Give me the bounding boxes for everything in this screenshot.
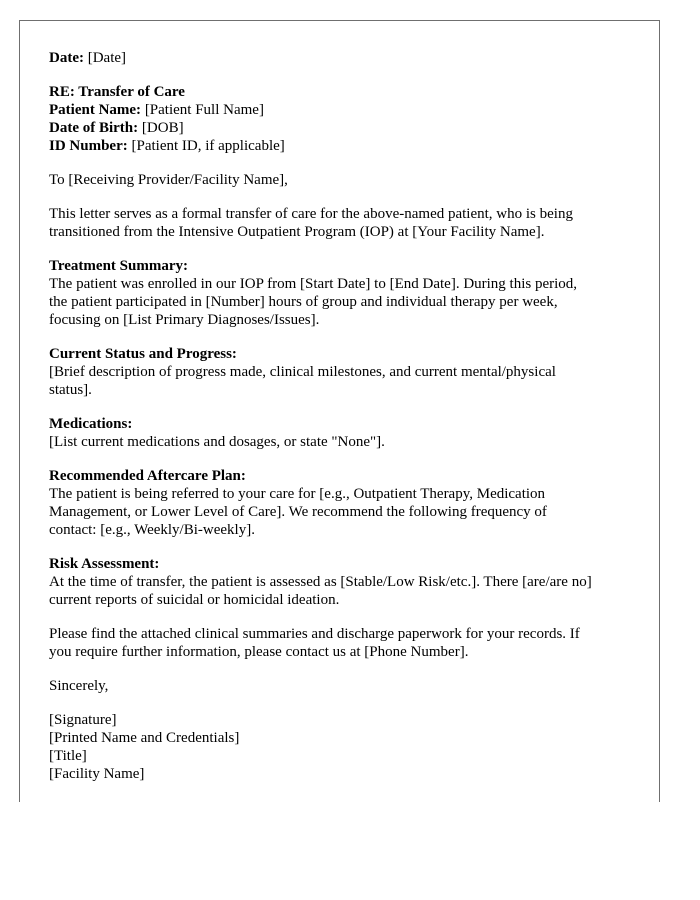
dob-label: Date of Birth: xyxy=(49,120,139,136)
section-line: At the time of transfer, the patient is assessed as [Stable/Low Risk/etc.]. There [are/are no] xyxy=(49,574,592,590)
facility-name-line: [Facility Name] xyxy=(49,766,145,782)
salutation xyxy=(49,171,639,189)
section-line: the patient participated in [Number] hours of group and individual therapy per week, xyxy=(49,294,558,310)
date-label: Date: xyxy=(49,50,84,66)
section-heading: Risk Assessment: xyxy=(49,556,160,572)
section-risk-assessment xyxy=(49,555,639,609)
date-line xyxy=(49,49,639,67)
section-line: [Brief description of progress made, clinical milestones, and current mental/physical xyxy=(49,364,556,380)
signoff-text: Sincerely, xyxy=(49,678,109,694)
patient-name-value: [Patient Full Name] xyxy=(144,102,264,118)
signature-line: [Signature] xyxy=(49,712,117,728)
section-line: current reports of suicidal or homicidal ideation. xyxy=(49,592,340,608)
section-heading: Medications: xyxy=(49,416,133,432)
signature-block xyxy=(49,711,639,783)
dob-line xyxy=(49,119,639,137)
section-line: status]. xyxy=(49,382,92,398)
section-aftercare-plan xyxy=(49,467,639,539)
id-line xyxy=(49,137,639,155)
closing-paragraph xyxy=(49,625,639,661)
letter-content xyxy=(49,49,639,799)
signoff xyxy=(49,677,639,695)
section-line: [List current medications and dosages, or state "None"]. xyxy=(49,434,385,450)
closing-line: you require further information, please contact us at [Phone Number]. xyxy=(49,644,469,660)
section-line: The patient was enrolled in our IOP from [Start Date] to [End Date]. During this period, xyxy=(49,276,578,292)
section-heading: Treatment Summary: xyxy=(49,258,188,274)
section-current-status xyxy=(49,345,639,399)
patient-name-line xyxy=(49,101,639,119)
printed-name-line: [Printed Name and Credentials] xyxy=(49,730,240,746)
intro-line: transitioned from the Intensive Outpatient Program (IOP) at [Your Facility Name]. xyxy=(49,224,545,240)
date-block xyxy=(49,49,639,67)
section-medications xyxy=(49,415,639,451)
patient-info-block xyxy=(49,83,639,155)
date-value: [Date] xyxy=(87,50,127,66)
section-treatment-summary xyxy=(49,257,639,329)
id-label: ID Number: xyxy=(49,138,128,154)
section-line: focusing on [List Primary Diagnoses/Issues]. xyxy=(49,312,320,328)
id-value: [Patient ID, if applicable] xyxy=(131,138,285,154)
closing-line: Please find the attached clinical summaries and discharge paperwork for your records. If xyxy=(49,626,580,642)
dob-value: [DOB] xyxy=(141,120,184,136)
patient-name-label: Patient Name: xyxy=(49,102,142,118)
intro-paragraph xyxy=(49,205,639,241)
section-heading: Current Status and Progress: xyxy=(49,346,237,362)
salutation-text: To [Receiving Provider/Facility Name], xyxy=(49,172,288,188)
section-heading: Recommended Aftercare Plan: xyxy=(49,468,246,484)
section-line: The patient is being referred to your care for [e.g., Outpatient Therapy, Medication xyxy=(49,486,546,502)
re-line: RE: Transfer of Care xyxy=(49,84,185,100)
intro-line: This letter serves as a formal transfer of care for the above-named patient, who is being xyxy=(49,206,573,222)
section-line: contact: [e.g., Weekly/Bi-weekly]. xyxy=(49,522,255,538)
letter-page xyxy=(19,20,660,802)
title-line: [Title] xyxy=(49,748,87,764)
section-line: Management, or Lower Level of Care]. We recommend the following frequency of xyxy=(49,504,547,520)
